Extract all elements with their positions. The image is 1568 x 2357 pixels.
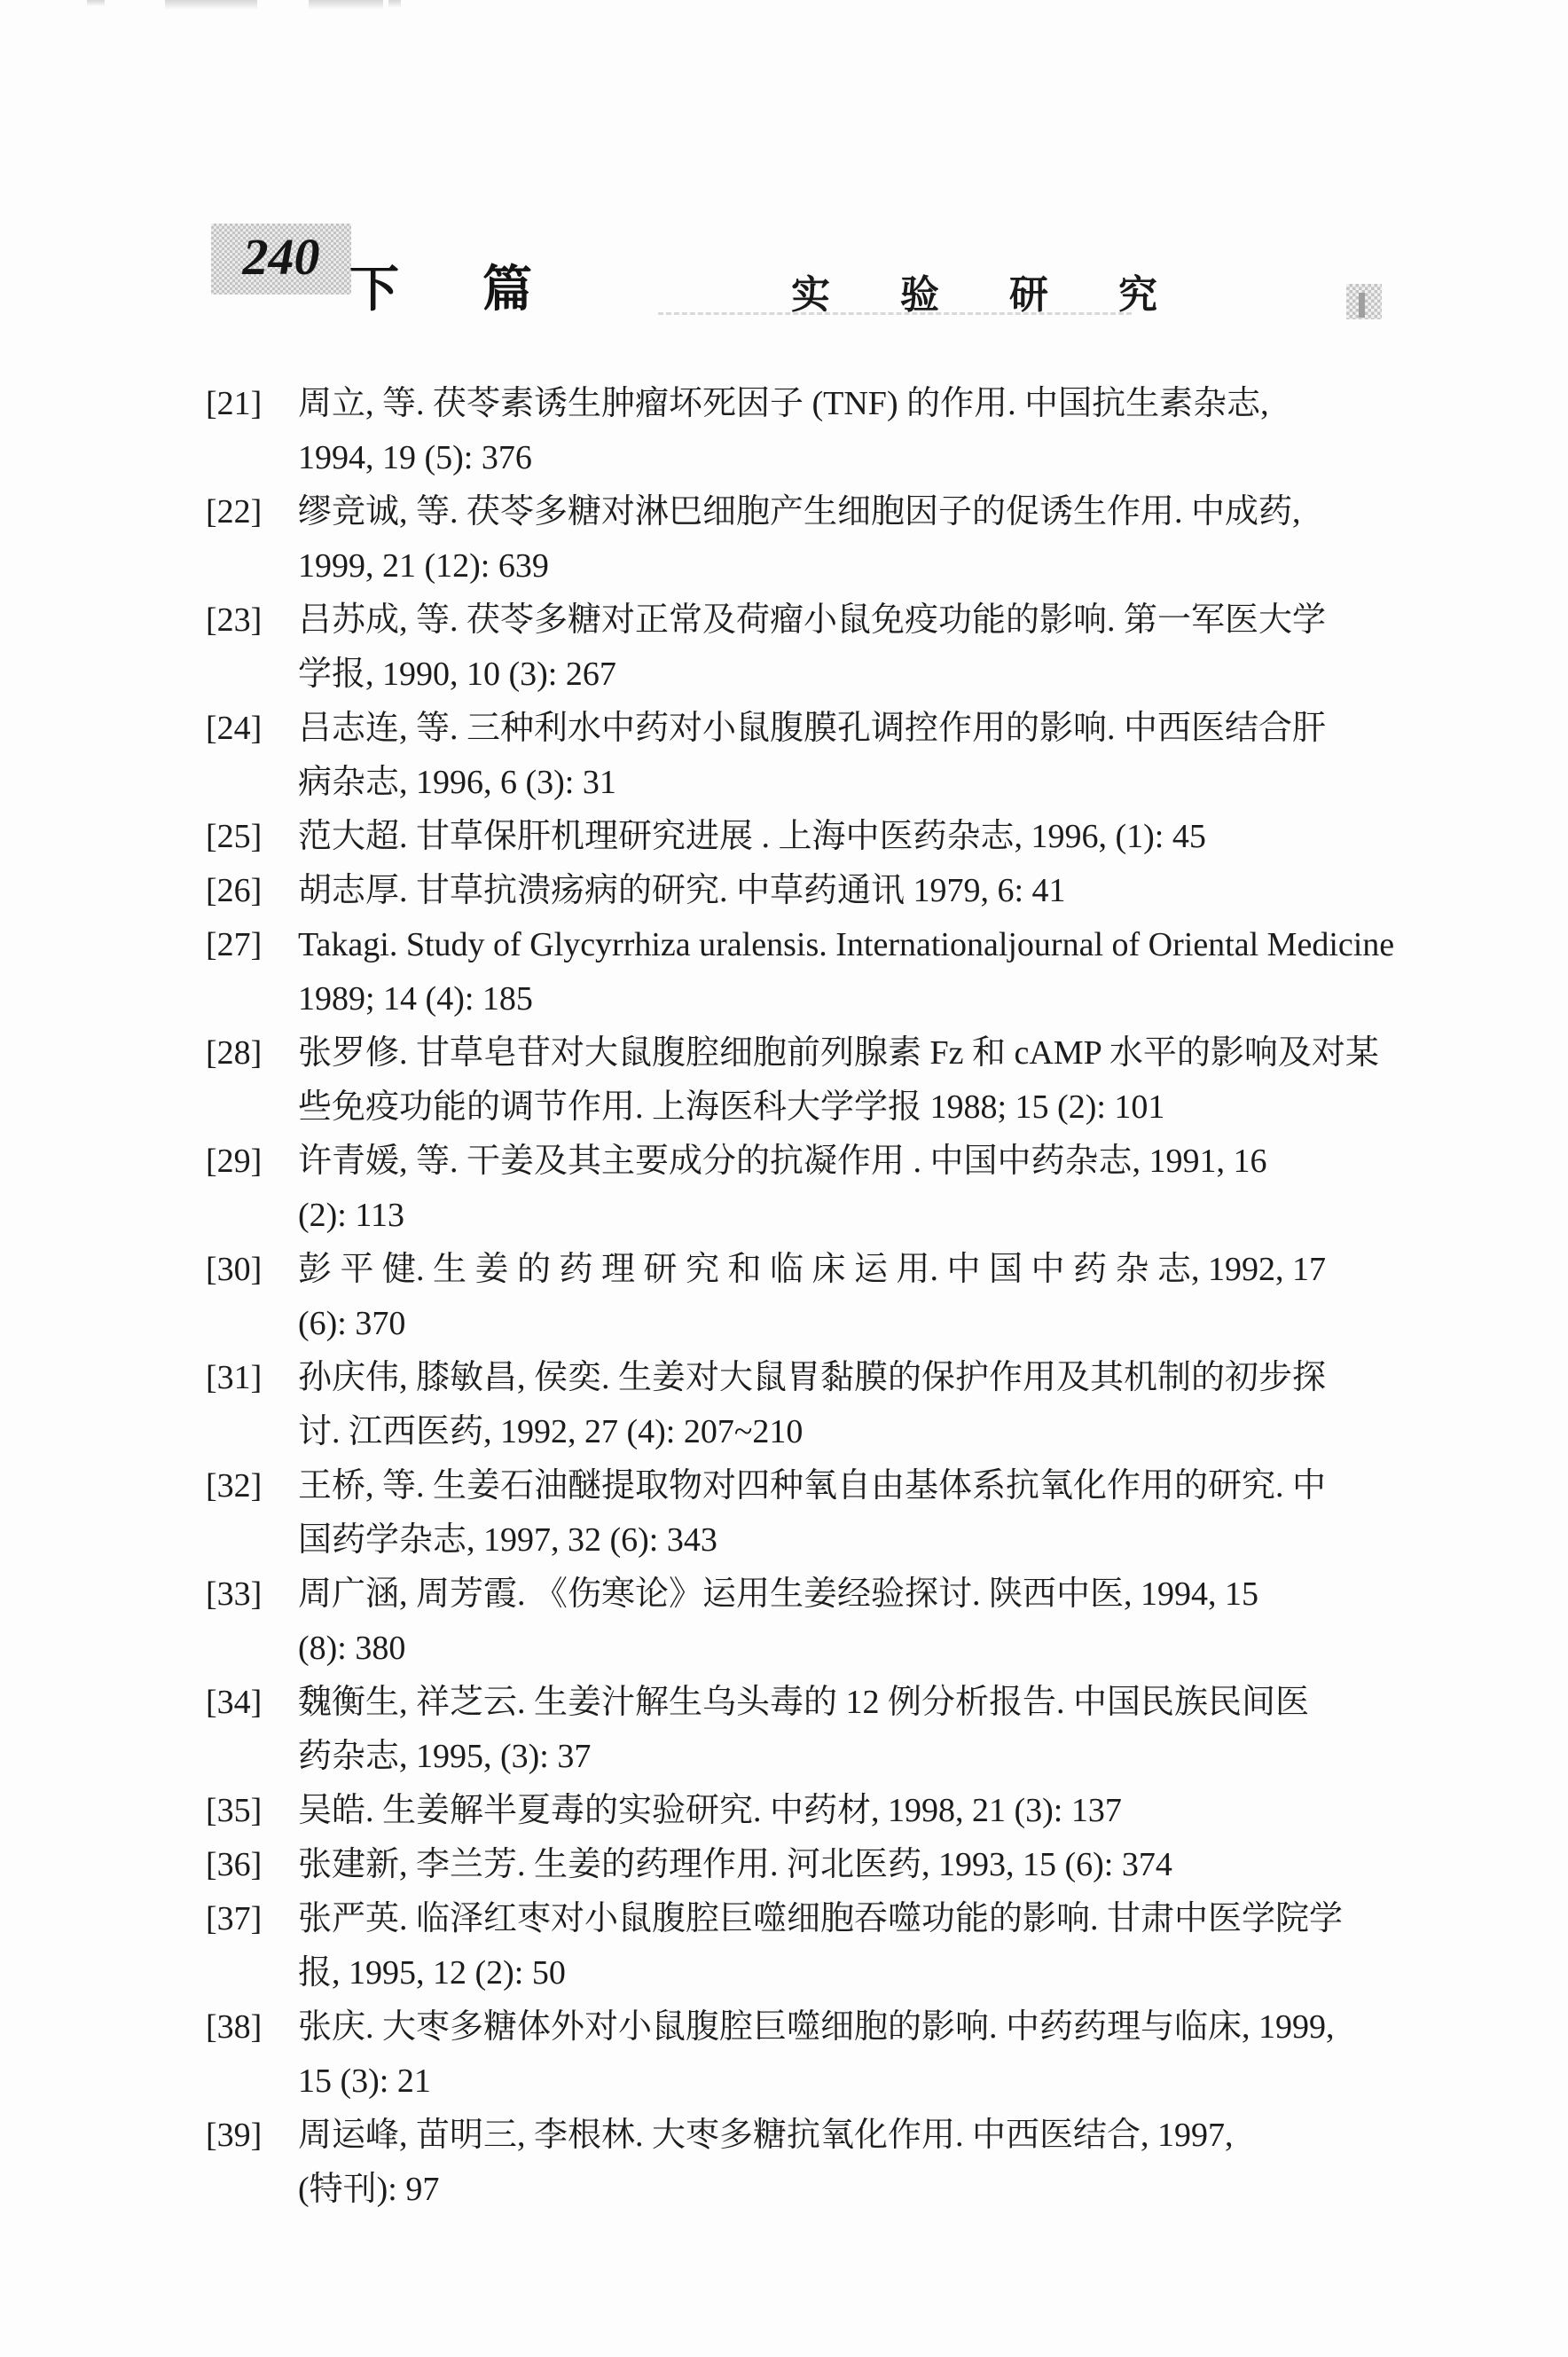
reference-item xyxy=(206,1135,1385,1243)
reference-number: [28] xyxy=(206,1034,263,1072)
reference-number: [26] xyxy=(206,872,263,909)
reference-item xyxy=(206,2109,1385,2217)
reference-text xyxy=(298,1026,1385,1135)
reference-line: (特刊): 97 xyxy=(298,2171,440,2208)
reference-item xyxy=(206,593,1385,702)
reference-number: [27] xyxy=(206,926,263,963)
reference-line: 魏衡生, 祥芝云. 生姜汁解生乌头毒的 12 例分析报告. 中国民族民间医 xyxy=(298,1684,1310,1721)
reference-item xyxy=(206,377,1385,485)
reference-number: [29] xyxy=(206,1143,263,1180)
reference-line: 张罗修. 甘草皂苷对大鼠腹腔细胞前列腺素 Fz 和 cAMP 水平的影响及对某 xyxy=(298,1034,1379,1072)
reference-number: [38] xyxy=(206,2008,263,2046)
reference-text xyxy=(298,485,1385,593)
reference-line: 范大超. 甘草保肝机理研究进展 . 上海中医药杂志, 1996, (1): 45 xyxy=(298,818,1206,855)
scan-smudge xyxy=(1346,284,1382,319)
running-title: 实 验 研 究 xyxy=(791,273,1188,317)
reference-text xyxy=(298,1351,1385,1459)
reference-number: [37] xyxy=(206,1900,263,1937)
reference-text xyxy=(298,2109,1385,2217)
reference-text xyxy=(298,1567,1385,1676)
reference-item xyxy=(206,1892,1385,2000)
reference-text xyxy=(298,810,1385,864)
reference-text xyxy=(298,1243,1385,1351)
reference-line: 王桥, 等. 生姜石油醚提取物对四种氧自由基体系抗氧化作用的研究. 中 xyxy=(298,1467,1327,1505)
reference-line: 些免疫功能的调节作用. 上海医科大学学报 1988; 15 (2): 101 xyxy=(298,1088,1165,1126)
reference-text xyxy=(298,702,1385,810)
reference-number: [21] xyxy=(206,385,263,422)
reference-item xyxy=(206,1243,1385,1351)
reference-line: 国药学杂志, 1997, 32 (6): 343 xyxy=(298,1521,717,1559)
reference-number: [24] xyxy=(206,710,263,747)
reference-number: [36] xyxy=(206,1846,263,1883)
reference-item xyxy=(206,918,1395,1026)
reference-line: Takagi. Study of Glycyrrhiza uralensis. Internationaljournal of Oriental Medicine xyxy=(298,926,1395,963)
reference-line: 孙庆伟, 膝敏昌, 侯奕. 生姜对大鼠胃黏膜的保护作用及其机制的初步探 xyxy=(298,1359,1327,1396)
reference-number: [39] xyxy=(206,2117,263,2154)
reference-text xyxy=(298,1135,1385,1243)
reference-number: [35] xyxy=(206,1792,263,1829)
reference-number: [25] xyxy=(206,818,263,855)
reference-item xyxy=(206,1838,1385,1892)
reference-line: (6): 370 xyxy=(298,1305,406,1342)
reference-number: [23] xyxy=(206,601,263,639)
reference-text xyxy=(298,377,1385,485)
reference-line: 吴皓. 生姜解半夏毒的实验研究. 中药材, 1998, 21 (3): 137 xyxy=(298,1792,1122,1829)
title-underline-rule xyxy=(658,312,1132,315)
reference-line: 药杂志, 1995, (3): 37 xyxy=(298,1738,592,1775)
reference-list xyxy=(206,377,1395,2217)
reference-text xyxy=(298,864,1385,918)
reference-text xyxy=(298,1892,1385,2000)
reference-number: [33] xyxy=(206,1575,263,1613)
page-number: 240 xyxy=(211,224,351,295)
reference-text xyxy=(298,1459,1385,1567)
reference-item xyxy=(206,1026,1385,1135)
reference-number: [22] xyxy=(206,493,263,530)
reference-text xyxy=(298,1838,1385,1892)
reference-item xyxy=(206,2000,1385,2109)
reference-line: 吕苏成, 等. 茯苓多糖对正常及荷瘤小鼠免疫功能的影响. 第一军医大学 xyxy=(298,601,1327,639)
reference-line: 胡志厚. 甘草抗溃疡病的研究. 中草药通讯 1979, 6: 41 xyxy=(298,872,1066,909)
reference-text xyxy=(298,1676,1385,1784)
reference-text xyxy=(298,918,1395,1026)
reference-line: 15 (3): 21 xyxy=(298,2062,431,2100)
reference-text xyxy=(298,593,1385,702)
reference-line: 学报, 1990, 10 (3): 267 xyxy=(298,656,616,693)
reference-item xyxy=(206,485,1385,593)
reference-item xyxy=(206,1459,1385,1567)
section-heading: 下 篇 xyxy=(349,263,568,318)
reference-line: 报, 1995, 12 (2): 50 xyxy=(298,1954,566,1992)
reference-line: 彭 平 健. 生 姜 的 药 理 研 究 和 临 床 运 用. 中 国 中 药 杂 志, 1992, 17 xyxy=(298,1251,1327,1288)
reference-line: 讨. 江西医药, 1992, 27 (4): 207~210 xyxy=(298,1413,804,1450)
reference-line: 张庆. 大枣多糖体外对小鼠腹腔巨噬细胞的影响. 中药药理与临床, 1999, xyxy=(298,2008,1335,2046)
reference-line: (8): 380 xyxy=(298,1630,406,1667)
reference-line: 张严英. 临泽红枣对小鼠腹腔巨噬细胞吞噬功能的影响. 甘肃中医学院学 xyxy=(298,1900,1344,1937)
reference-line: 缪竞诚, 等. 茯苓多糖对淋巴细胞产生细胞因子的促诱生作用. 中成药, xyxy=(298,493,1301,530)
reference-line: (2): 113 xyxy=(298,1197,404,1234)
reference-line: 1999, 21 (12): 639 xyxy=(298,547,549,585)
reference-line: 周广涵, 周芳霞. 《伤寒论》运用生姜经验探讨. 陕西中医, 1994, 15 xyxy=(298,1575,1259,1613)
reference-text xyxy=(298,2000,1385,2109)
page-header xyxy=(0,0,1568,373)
reference-line: 周立, 等. 茯苓素诱生肿瘤坏死因子 (TNF) 的作用. 中国抗生素杂志, xyxy=(298,385,1269,422)
reference-item xyxy=(206,864,1385,918)
reference-line: 1994, 19 (5): 376 xyxy=(298,439,532,476)
reference-item xyxy=(206,1567,1385,1676)
reference-number: [34] xyxy=(206,1684,263,1721)
reference-line: 周运峰, 苗明三, 李根林. 大枣多糖抗氧化作用. 中西医结合, 1997, xyxy=(298,2117,1234,2154)
reference-line: 许青媛, 等. 干姜及其主要成分的抗凝作用 . 中国中药杂志, 1991, 16 xyxy=(298,1143,1267,1180)
reference-line: 张建新, 李兰芳. 生姜的药理作用. 河北医药, 1993, 15 (6): 374 xyxy=(298,1846,1172,1883)
reference-number: [31] xyxy=(206,1359,263,1396)
reference-number: [30] xyxy=(206,1251,263,1288)
reference-item xyxy=(206,1351,1385,1459)
reference-item xyxy=(206,810,1385,864)
reference-item xyxy=(206,1676,1385,1784)
reference-number: [32] xyxy=(206,1467,263,1505)
reference-item xyxy=(206,702,1385,810)
reference-line: 病杂志, 1996, 6 (3): 31 xyxy=(298,764,616,801)
reference-item xyxy=(206,1784,1385,1838)
reference-text xyxy=(298,1784,1385,1838)
reference-line: 1989; 14 (4): 185 xyxy=(298,980,533,1017)
reference-line: 吕志连, 等. 三种利水中药对小鼠腹膜孔调控作用的影响. 中西医结合肝 xyxy=(298,710,1327,747)
